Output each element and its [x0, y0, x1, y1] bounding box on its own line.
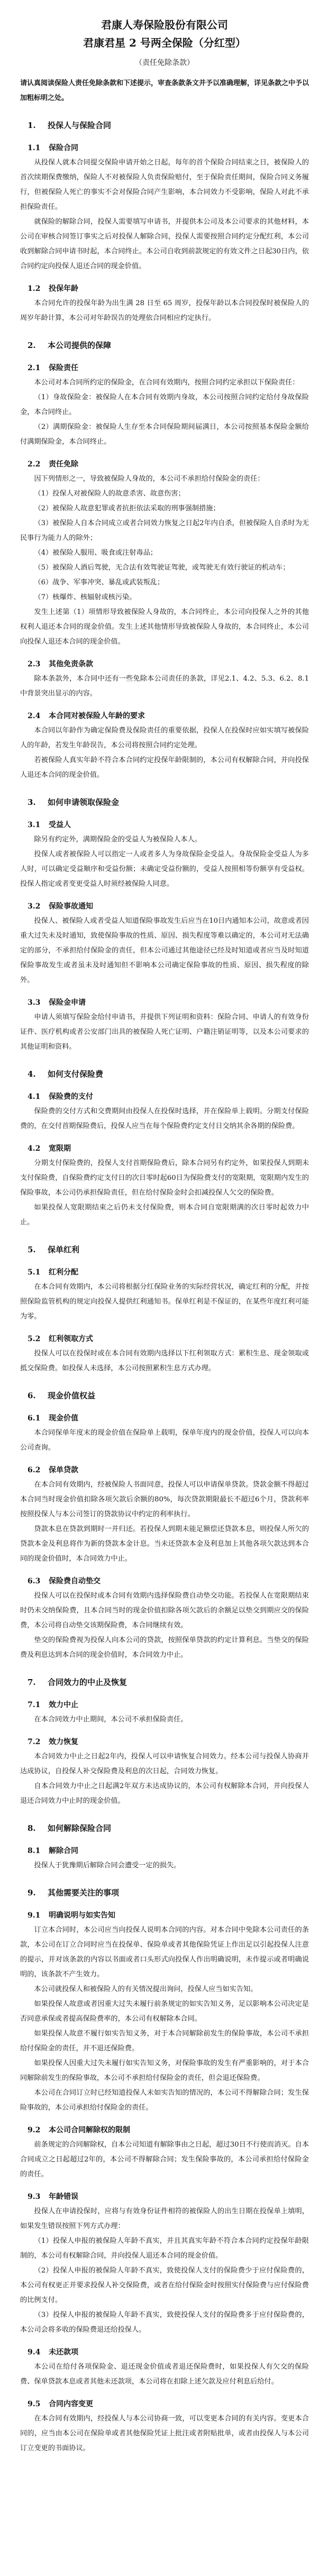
clause-paragraph: 除另有约定外，满期保险金的受益人为被保险人本人。 [34, 836, 202, 844]
section-number: 6.2 [28, 1466, 41, 1474]
section-number: 2.1 [28, 364, 41, 372]
clause-paragraph: 订立本合同时，本公司应当向投保人说明本合同的内容。对本合同中免除本公司责任的条款，本公司在订立合同时应当在投保单、保险单或者其他保险凭证上作出足以引起投保人注意的提示，并对该条款的内容以书面或者口头形式向投保人作出明确说明，未作提示或者明确说明的，该条款不产生效力。 [20, 1926, 309, 1978]
clause-paragraph: （2）满期保险金：被保险人生存至本合同保险期间届满日，本公司按照基本保险金额给付满期保险金，本合同终止。 [20, 423, 309, 446]
section-heading [20, 141, 309, 155]
section-title: 保险金申请 [49, 998, 86, 1007]
section-heading [20, 1411, 309, 1426]
clause-paragraph: （1）投保人申报的被保险人年龄不真实，并且其真实年龄不符合本合同约定投保年龄限制的，本公司有权解除合同，并向投保人退还本合同的现金价值。 [20, 2237, 309, 2260]
section-heading [20, 1265, 309, 1280]
section-title: 现金价值 [49, 1414, 78, 1423]
section-heading [20, 457, 309, 472]
section-number: 9.1 [28, 1911, 41, 1920]
section-number: 7.1 [28, 1701, 41, 1709]
section-title: 合同内容变更 [49, 2400, 93, 2408]
clause-paragraph: 投保人可以在投保时或在本合同有效期内选择以下红利领取方式：累积生息、现金领取或抵交保险费。如投保人未选择，本公司按照累积生息方式办理。 [20, 1350, 309, 1372]
clause-paragraph: 本合同以年龄作为确定保险费及保险责任的重要依据，投保人在投保时应如实填写被保险人的年龄，若发生年龄误告，本公司将按照合同约定处理。 [20, 727, 309, 749]
section-heading [20, 2189, 309, 2204]
section-number: 2.4 [28, 712, 41, 720]
chapter-title: 投保人与保险合同 [48, 121, 112, 130]
section-title: 保险合同 [49, 144, 78, 152]
clause-paragraph: 本合同保单年度末的现金价值在保险单上载明，保单年度内的现金价值，投保人可以向本公司查询。 [20, 1429, 309, 1452]
section-number: 1.1 [28, 144, 41, 152]
chapter-number: 2. [28, 341, 36, 350]
section-title: 本公司合同解除权的限制 [49, 2126, 130, 2134]
clause-paragraph: 贷款本息在贷款到期时一并归还。若投保人到期未能足额偿还贷款本息，则投保人所欠的贷款本金及利息将作为新的贷款本金计息。当未还贷款本金及利息加上其他各项欠款达到本合同的现金价值时，本合同效力中止。 [20, 1525, 309, 1563]
clause-paragraph: 如果投保人故意不履行如实告知义务，对于本合同解除前发生的保险事故，本公司不承担给付保险金的责任，并不退还保险费。 [20, 2030, 309, 2052]
chapter-heading [20, 117, 309, 133]
clause-paragraph: 申请人须填写保险金给付申请书，并提供下列证明和资料：保险合同、申请人的有效身份证件、医疗机构或者公安部门出具的被保险人死亡证明、户籍注销证明等，以及本公司要求的其他证明和资料。 [20, 1013, 309, 1051]
chapter-title: 现金价值权益 [48, 1391, 96, 1400]
section-heading [20, 995, 309, 1010]
chapter-number: 1. [28, 121, 36, 130]
chapter-title: 如何支付保险费 [48, 1069, 104, 1079]
section-heading [20, 1574, 309, 1589]
company-name: 君康人寿保险股份有限公司 [101, 19, 228, 31]
chapter-heading [20, 337, 309, 353]
section-title: 红利领取方式 [49, 1335, 93, 1343]
section-number: 6.1 [28, 1414, 41, 1423]
section-title: 投保年龄 [49, 285, 78, 293]
clause-paragraph: （4）被保险人服用、吸食或注射毒品； [34, 549, 157, 557]
section-title: 宽限期 [49, 1144, 71, 1153]
section-heading [20, 1463, 309, 1478]
chapter-heading [20, 1242, 309, 1258]
section-heading [20, 1908, 309, 1923]
chapter-title: 保单红利 [48, 1245, 80, 1254]
section-number: 7.2 [28, 1738, 41, 1746]
clause-paragraph: 发生上述第（1）项情形导致被保险人身故的，本合同终止，本公司向投保人之外的其他权利人退还本合同的现金价值。发生上述其他情形导致被保险人身故的，本合同终止，本公司向投保人退还本合同的现金价值。 [20, 608, 309, 646]
chapter-title: 合同效力的中止及恢复 [48, 1677, 127, 1687]
section-number: 9.4 [28, 2348, 41, 2357]
section-title: 保险费自动垫交 [49, 1577, 101, 1585]
clause-paragraph: 投保人、被保险人或者受益人知道保险事故发生后应当在10日内通知本公司，故意或者因重大过失未及时通知，致使保险事故的性质、原因、损失程度等难以确定的，本公司对无法确定的部分，不承担给付保险金的责任，但本公司通过其他途径已经及时知道或者应当及时知道保险事故发生或者虽未及时通知但不影响本公司确定保险事故的性质、原因、损失程度的除外。 [20, 917, 309, 984]
clause-paragraph: 分期支付保险费的，投保人支付首期保险费后，除本合同另有约定外，如果投保人到期未支付保险费，自保险费约定支付日的次日零时起60日为保险费支付的宽限期，宽限期内发生的保险事故，本公司仍承担保险责任，但在给付保险金时会扣减投保人欠交的保险费。 [20, 1159, 309, 1197]
clause-paragraph: （2）被保险人故意犯罪或者抗拒依法采取的刑事强制措施； [34, 505, 220, 512]
clause-paragraph: 在本合同有效期内，经被保险人书面同意，投保人可以申请保单贷款。贷款金额不得超过本合同当时现金价值扣除各项欠款后余额的80%，每次贷款期限最长不超过6个月，贷款利率按照投保人与本公司签订的贷款协议中约定的利率执行。 [20, 1481, 309, 1518]
chapter-heading [20, 1388, 309, 1404]
clause-paragraph: 在本合同有效期内，经投保人与本公司协商一致，可以变更本合同的有关内容。变更本合同的，应当由本公司在保险单或者其他保险凭证上批注或者附贴批单，或者由投保人与本公司订立变更的书面协议。 [20, 2415, 309, 2452]
section-title: 红利分配 [49, 1268, 78, 1277]
section-heading [20, 818, 309, 832]
section-heading [20, 709, 309, 723]
clause-paragraph: 若被保险人真实年龄不符合本合同约定投保年龄限制的，本公司有权解除合同，并向投保人退还本合同的现金价值。 [20, 756, 309, 779]
section-title: 保险事故通知 [49, 902, 93, 911]
section-heading [20, 1698, 309, 1712]
chapter-title: 本公司提供的保障 [48, 341, 112, 350]
chapter-number: 6. [28, 1391, 36, 1400]
clause-paragraph: （3）被保险人自本合同成立或者合同效力恢复之日起2年内自杀，但被保险人自杀时为无民事行为能力人的除外； [20, 519, 309, 542]
clause-paragraph: 投保人或者被保险人可以指定一人或者多人为身故保险金受益人。身故保险金受益人为多人时，可以确定受益顺序和受益份额；未确定受益份额的，受益人按照相等份额享有受益权。投保人指定或者变更受益人时须经被保险人同意。 [20, 850, 309, 888]
section-title: 保险费的支付 [49, 1093, 93, 1101]
chapter-heading [20, 1820, 309, 1836]
clause-paragraph: 在本合同效力中止期间，本公司不承担保险责任。 [34, 1716, 188, 1724]
clause-paragraph: 本合同效力中止之日起2年内，投保人可以申请恢复合同效力。经本公司与投保人协商并达成协议，自投保人补交保险费及利息的次日起，合同效力恢复。 [20, 1753, 309, 1775]
chapter-number: 5. [28, 1245, 36, 1254]
document-subtitle: （责任免除条款） [135, 59, 194, 67]
chapter-number: 8. [28, 1823, 36, 1833]
clause-paragraph: （5）被保险人酒后驾驶，无合法有效驾驶证驾驶，或驾驶无有效行驶证的机动车； [34, 564, 290, 572]
section-heading [20, 899, 309, 914]
section-number: 3.3 [28, 998, 41, 1007]
clause-paragraph: 投保人于犹豫期后解除合同会遭受一定的损失。 [34, 1862, 181, 1869]
clause-paragraph: 自本合同效力中止之日起满2年双方未达成协议的，本公司有权解除本合同，并向投保人退还合同效力中止时的现金价值。 [20, 1782, 309, 1805]
section-title: 保单贷款 [49, 1466, 78, 1474]
clause-paragraph: 保险费的交付方式和交费期间由投保人在投保时选择，并在保险单上载明。分期支付保险费的，在交付首期保险费后，投保人应当在每个保险费约定支付日交纳其余各期的保险费。 [20, 1107, 309, 1130]
section-heading [20, 281, 309, 296]
chapter-heading [20, 1674, 309, 1690]
clause-paragraph: 除本条款外，本合同中还有一些免除本公司责任的条款，详见2.1、4.2、5.3、6.2、8.1中背景突出显示的内容。 [20, 675, 309, 698]
chapter-number: 4. [28, 1069, 36, 1079]
clause-paragraph: 投保人在申请投保时，应将与有效身份证件相符的被保险人的出生日期在投保单上填明，如果发生错误按照下列方式办理： [20, 2207, 309, 2230]
clause-paragraph: 前条规定的合同解除权，自本公司知道有解除事由之日起，超过30日不行使而消灭。自本合同成立之日起超过2年的，本公司不得解除合同；发生保险事故的，本公司承担给付保险金的责任。 [20, 2141, 309, 2178]
section-heading [20, 1844, 309, 1858]
section-title: 解除合同 [49, 1847, 78, 1855]
chapter-title: 其他需要关注的事项 [48, 1888, 120, 1897]
clause-paragraph: 就保险的解除合同，投保人需要填写申请书，并提供本公司及本公司要求的其他材料，本公司在审核合同签订事实之后对投保人解除合同，投保人需要按照合同约定分配红利，本公司收到解除合同申请书时起，本合同终止。本公司自收到前款规定的有效文件之日起30日内，依合同约定向投保人退还合同的现金价值。 [20, 218, 309, 270]
clause-content [20, 117, 309, 2456]
section-title: 受益人 [49, 821, 71, 829]
section-number: 4.2 [28, 1144, 41, 1153]
section-number: 9.2 [28, 2126, 41, 2134]
chapter-number: 3. [28, 797, 36, 807]
chapter-heading [20, 1885, 309, 1901]
section-number: 5.2 [28, 1335, 41, 1343]
clause-paragraph: 如果投保人因重大过失未履行如实告知义务，对保险事故的发生有严重影响的，对于本合同解除前发生的保险事故，本公司不承担给付保险金的责任，但会退还保险费。 [20, 2059, 309, 2082]
section-number: 3.2 [28, 902, 41, 911]
chapter-heading [20, 794, 309, 810]
section-heading [20, 2345, 309, 2360]
clause-paragraph: 投保人可以在投保时或本合同有效期内选择保险费自动垫交功能。若投保人在宽限期结束时仍未交纳保险费，且本合同当时的现金价值扣除各项欠款后的余额足以垫交到期应交的保险费，本公司将自动垫交该期保险费，本合同继续有效。 [20, 1592, 309, 1629]
product-title: 君康君星 2 号两全保险（分红型） [83, 36, 246, 49]
section-heading [20, 2123, 309, 2138]
clause-paragraph: （1）身故保险金：被保险人在本合同有效期内身故，本公司按照合同约定给付身故保险金，本合同终止。 [20, 393, 309, 416]
section-heading [20, 1332, 309, 1346]
section-number: 2.3 [28, 660, 41, 668]
section-number: 3.1 [28, 821, 41, 829]
clause-paragraph: 本公司在合同订立时已经知道投保人未如实告知的情况的，本公司不得解除合同；发生保险事故的，本公司承担给付保险金的责任。 [20, 2089, 309, 2112]
chapter-heading [20, 1066, 309, 1082]
section-number: 9.5 [28, 2400, 41, 2408]
section-heading [20, 657, 309, 672]
section-heading [20, 361, 309, 375]
section-title: 保险责任 [49, 364, 78, 372]
section-number: 5.1 [28, 1268, 41, 1277]
clause-paragraph: 在本合同有效期内，本公司将根据分红保险业务的实际经营状况，确定红利的分配，并按照保险监管机构的规定向投保人提供红利通知书。保单红利是不保证的，在某些年度红利可能为零。 [20, 1283, 309, 1321]
section-title: 其他免责条款 [49, 660, 93, 668]
section-heading [20, 2397, 309, 2412]
section-heading [20, 1735, 309, 1749]
section-number: 1.2 [28, 285, 41, 293]
section-title: 效力中止 [49, 1701, 78, 1709]
section-title: 未还款项 [49, 2348, 78, 2357]
reading-notice: 请认真阅读保险人责任免除条款和下述提示，审查条款条文并予以准确理解，详见条款之中予以加粗标明之处。 [20, 79, 309, 102]
chapter-title: 如何申请领取保险金 [48, 797, 120, 807]
clause-paragraph: （6）战争、军事冲突、暴乱或武装叛乱； [34, 579, 165, 586]
section-title: 本合同对被保险人年龄的要求 [49, 712, 145, 720]
section-number: 2.2 [28, 460, 41, 469]
section-number: 9.3 [28, 2193, 41, 2201]
clause-paragraph: 本公司就投保人和被保险人的有关情况提出询问，投保人应当如实告知。 [34, 1985, 258, 1993]
clause-paragraph: 本合同允许的投保年龄为出生满 28 日至 65 周岁，投保年龄以本合同投保时被保险人的周岁年龄计算，本公司对年龄误告的处理依合同相应约定执行。 [20, 299, 309, 322]
section-heading [20, 1141, 309, 1156]
clause-paragraph: 如果投保人故意或者因重大过失未履行前条规定的如实告知义务，足以影响本公司决定是否同意承保或者提高保险费率的，本公司有权解除本合同。 [20, 2000, 309, 2023]
clause-paragraph: 本公司对本合同所约定的保险金，在合同有效期内，按照合同约定承担以下保险责任： [34, 379, 299, 387]
section-title: 年龄错误 [49, 2193, 78, 2201]
section-heading [20, 1089, 309, 1104]
chapter-title: 如何解除保险合同 [48, 1823, 112, 1833]
section-number: 4.1 [28, 1093, 41, 1101]
clause-paragraph: 如果投保人宽限期结束之后仍未支付保险费，则本合同自宽限期满的次日零时起效力中止。 [20, 1204, 309, 1226]
section-title: 明确说明与如实告知 [49, 1911, 115, 1920]
clause-paragraph: 垫交的保险费视为投保人向本公司的贷款，按照保单贷款的约定计算利息。当垫交的保险费及利息达到本合同的现金价值时，本合同效力中止。 [20, 1636, 309, 1659]
clause-paragraph: （7）核爆炸、核辐射或核污染。 [34, 593, 136, 601]
section-number: 6.3 [28, 1577, 41, 1585]
clause-paragraph: （3）投保人申报的被保险人年龄不真实，致使投保人支付的保险费多于应付保险费的，本公司会将多收的保险费退还给投保人。 [20, 2311, 309, 2334]
section-title: 责任免除 [49, 460, 78, 469]
section-title: 效力恢复 [49, 1738, 78, 1746]
clause-paragraph: 因下列情形之一，导致被保险人身故的，本公司不承担给付保险金的责任： [34, 475, 265, 483]
clause-paragraph: （1）投保人对被保险人的故意杀害、故意伤害； [34, 490, 185, 498]
chapter-number: 9. [28, 1888, 36, 1897]
clause-paragraph: （2）投保人申报的被保险人年龄不真实，致使投保人支付的保险费少于应付保险费的，本公司有权更正并要求投保人补交保险费，或者在给付保险金时按照实付保险费与应付保险费的比例支付。 [20, 2267, 309, 2304]
section-number: 8.1 [28, 1847, 41, 1855]
chapter-number: 7. [28, 1677, 36, 1687]
clause-paragraph: 本公司在给付各项保险金、退还现金价值或者退还保险费时，如果投保人有欠交的保险费、保单贷款本息或者其他未还款项，本公司将在扣除上述欠款及应付利息后给付。 [20, 2363, 309, 2386]
clause-paragraph: 从投保人就本合同提交保险申请开始之日起，每年的首个保险合同结束之日，被保险人的首次续期保费缴纳，保险人不对被保险人负责保险赔付，至于保险责任期间，保险合同义务履行，但被保险人死亡的事实不会对保险合同产生影响，本合同效力不受影响，保险人对此不承担保险责任。 [20, 159, 309, 211]
